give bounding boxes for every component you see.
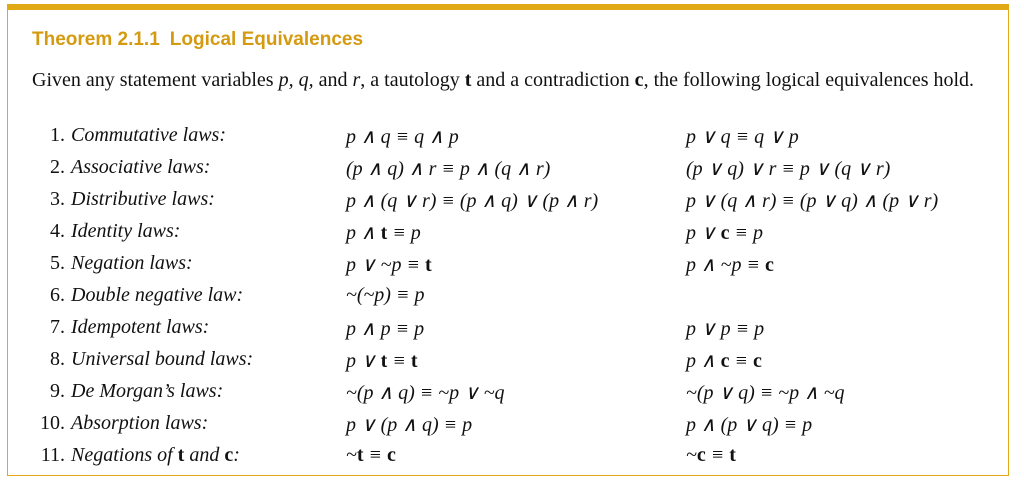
eq-bold-c: c	[753, 350, 762, 372]
law-equivalence-1	[346, 444, 396, 467]
law-row-distributive	[8, 188, 1008, 220]
law-number: 10.	[40, 412, 65, 434]
eq-part: p ∧	[686, 350, 721, 372]
eq-bold-c: c	[696, 444, 706, 466]
law-equivalence-2: p ∨ p ≡ p	[686, 318, 765, 340]
law-name: Negation laws:	[71, 252, 193, 274]
eq-bold-t: t	[729, 444, 736, 466]
law-number: 9.	[50, 380, 65, 402]
law-number: 5.	[50, 252, 65, 274]
eq-part: p ∨	[686, 222, 721, 244]
eq-part: p ∨	[346, 350, 381, 372]
eq-bold-t: t	[380, 350, 388, 372]
law-equivalence-1: p ∧ (q ∨ r) ≡ (p ∧ q) ∨ (p ∧ r)	[346, 190, 599, 212]
law-name: Commutative laws:	[71, 124, 226, 146]
law-equivalence-1	[346, 252, 432, 277]
law-row-absorption	[8, 412, 1008, 444]
intro-text: , a tautology	[360, 69, 465, 91]
law-equivalence-2: p ∨ q ≡ q ∨ p	[686, 126, 799, 148]
law-equivalence-2	[686, 348, 762, 373]
eq-bold-t: t	[380, 222, 388, 244]
law-name-part: :	[233, 444, 240, 466]
law-name: Distributive laws:	[71, 188, 215, 210]
law-name: Identity laws:	[71, 220, 181, 242]
eq-bold-c: c	[387, 444, 396, 466]
law-name: Idempotent laws:	[71, 316, 210, 338]
law-equivalence-2	[686, 220, 763, 245]
eq-part: ≡	[705, 444, 730, 466]
law-equivalence-1: ~(~p) ≡ p	[346, 284, 425, 306]
law-row-identity	[8, 220, 1008, 252]
law-equivalence-1: p ∧ q ≡ q ∧ p	[346, 126, 459, 148]
law-row-negations-t-c	[8, 444, 1008, 476]
eq-bold-t: t	[424, 254, 432, 276]
eq-bold-c: c	[764, 254, 774, 276]
eq-part: ≡	[363, 444, 387, 466]
law-name: Absorption laws:	[71, 412, 209, 434]
law-number: 6.	[50, 284, 65, 306]
eq-bold-t: t	[410, 350, 418, 372]
eq-part: ≡ p	[387, 222, 421, 244]
eq-part: ≡	[729, 350, 754, 372]
law-equivalence-2: (p ∨ q) ∨ r ≡ p ∨ (q ∨ r)	[686, 158, 891, 180]
eq-part: p ∨ ~p ≡	[346, 254, 425, 276]
theorem-number: Theorem 2.1.1	[32, 29, 160, 50]
law-equivalence-2: ~(p ∨ q) ≡ ~p ∧ ~q	[686, 382, 845, 404]
law-row-universal-bound	[8, 348, 1008, 380]
law-number: 4.	[50, 220, 65, 242]
law-equivalence-1: (p ∧ q) ∧ r ≡ p ∧ (q ∧ r)	[346, 158, 551, 180]
eq-part: p ∧ ~p ≡	[686, 254, 765, 276]
law-equivalence-1: ~(p ∧ q) ≡ ~p ∨ ~q	[346, 382, 505, 404]
law-name: Associative laws:	[71, 156, 211, 178]
intro-text: , the following logical equivalences hold.	[643, 69, 975, 91]
theorem-name: Logical Equivalences	[169, 29, 364, 50]
law-equivalence-2: p ∨ (q ∧ r) ≡ (p ∨ q) ∧ (p ∨ r)	[686, 190, 939, 212]
law-name-bold-t: t	[177, 444, 185, 466]
law-row-associative	[8, 156, 1008, 188]
intro-text: and	[313, 69, 353, 91]
law-equivalence-1: p ∧ p ≡ p	[346, 318, 425, 340]
law-equivalence-2	[686, 444, 736, 467]
law-equivalence-1: p ∨ (p ∧ q) ≡ p	[346, 414, 473, 436]
law-equivalence-2	[686, 252, 774, 277]
law-number: 8.	[50, 348, 65, 370]
intro-text: Given any statement variables	[32, 69, 279, 91]
law-name-part: Negations of	[71, 444, 178, 466]
law-number: 11.	[40, 444, 65, 466]
law-equivalence-1	[346, 220, 421, 245]
law-number: 7.	[50, 316, 65, 338]
eq-bold-c: c	[720, 222, 730, 244]
law-row-double-negative	[8, 284, 1008, 316]
intro-tautology: t	[464, 69, 472, 91]
eq-part: ≡	[387, 350, 411, 372]
eq-bold-t: t	[356, 444, 364, 466]
law-row-negation	[8, 252, 1008, 284]
eq-bold-c: c	[720, 350, 730, 372]
eq-part: p ∧	[346, 222, 381, 244]
eq-part: ~	[346, 444, 357, 466]
intro-contradiction: c	[634, 69, 644, 91]
law-row-commutative	[8, 124, 1008, 156]
law-row-de-morgan	[8, 380, 1008, 412]
law-number: 2.	[50, 156, 65, 178]
law-name: De Morgan’s laws:	[71, 380, 224, 402]
eq-part: ≡ p	[729, 222, 764, 244]
theorem-box	[7, 4, 1009, 476]
eq-part: ~	[686, 444, 697, 466]
law-row-idempotent	[8, 316, 1008, 348]
intro-text: and a contradiction	[471, 69, 635, 91]
theorem-title	[32, 29, 363, 51]
law-name	[71, 444, 240, 467]
intro-var-r: r	[352, 69, 361, 91]
theorem-intro	[32, 67, 997, 93]
law-equivalence-2: p ∧ (p ∨ q) ≡ p	[686, 414, 813, 436]
law-number: 1.	[50, 124, 65, 146]
law-number: 3.	[50, 188, 65, 210]
intro-vars: p, q,	[278, 69, 314, 91]
law-name: Double negative law:	[71, 284, 244, 306]
law-name-bold-c: c	[224, 444, 234, 466]
law-name: Universal bound laws:	[71, 348, 254, 370]
law-equivalence-1	[346, 348, 417, 373]
law-name-part: and	[184, 444, 225, 466]
